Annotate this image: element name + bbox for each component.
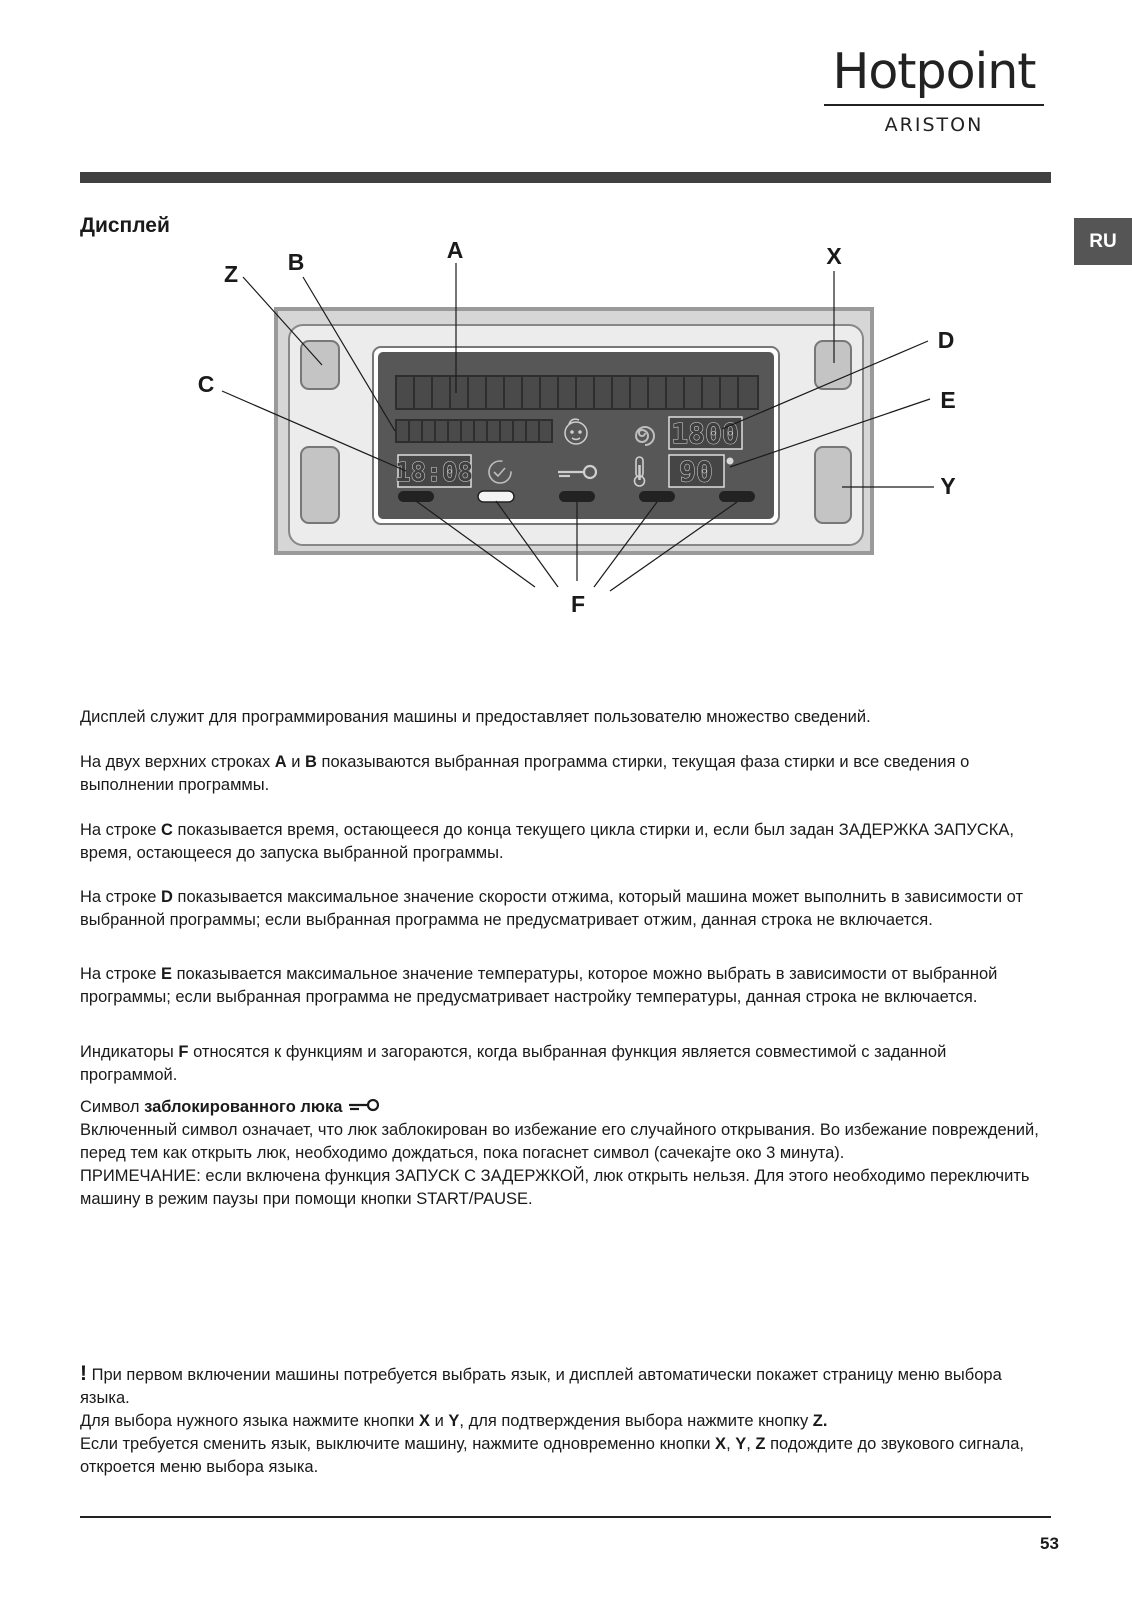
paragraph-ab: На двух верхних строках A и B показываются выбранная программа стирки, текущая фаза стирки и все сведения о выполнении программы. <box>80 753 970 794</box>
door-lock-key-icon <box>347 1099 379 1113</box>
header-rule <box>80 172 1051 183</box>
brand-subname: ARISTON <box>884 114 984 136</box>
button-y <box>815 447 851 523</box>
time-readout: 18:08 <box>394 458 474 488</box>
indicator-1 <box>398 491 434 502</box>
paragraph-c: На строке C показывается время, остающееся до конца текущего цикла стирки и, если был задан ЗАДЕРЖКА ЗАПУСКА, время, остающееся до запуска выбранной программы. <box>80 821 1014 862</box>
label-d: D <box>937 327 955 353</box>
language-note: ! При первом включении машины потребуется выбрать язык, и дисплей автоматически покажет страницу меню выбора языка. Для выбора нужного языка нажмите кнопки X и Y, для подтверждения выбора нажмите кнопку Z. Если требуется сменить язык, выключите машину, нажмите одновременно кнопки X, Y, Z подождите до звукового сигнала, откроется меню выбора языка. <box>80 1362 1025 1476</box>
door-lock-heading: Символ заблокированного люка <box>80 1096 1040 1119</box>
label-a: A <box>446 237 464 263</box>
indicator-3 <box>559 491 595 502</box>
label-e: E <box>940 387 956 413</box>
label-c: C <box>197 371 215 397</box>
warning-mark: ! <box>80 1362 87 1385</box>
display-diagram <box>180 235 1000 635</box>
indicator-2 <box>478 491 514 502</box>
label-f: F <box>570 591 586 617</box>
language-tab: RU <box>1074 218 1132 265</box>
paragraph-door-lock <box>80 1096 1040 1211</box>
label-z: Z <box>223 261 239 287</box>
page-number: 53 <box>1040 1534 1059 1553</box>
row-a-segments <box>396 376 758 409</box>
indicator-4 <box>639 491 675 502</box>
degree-dot <box>727 458 734 465</box>
paragraph-e: На строке E показывается максимальное значение температуры, которое можно выбрать в зависимости от выбранной программы; если выбранная программа не предусматривает настройку температуры, данная строка не включается. <box>80 965 998 1006</box>
section-title: Дисплей <box>80 214 170 237</box>
door-lock-text: Включенный символ означает, что люк заблокирован во избежание его случайного открывания. Во избежание повреждений, перед тем как открыть люк, необходимо дождаться, пока погаснет символ (сачекајте око 3 минута). <box>80 1121 1039 1162</box>
paragraph-f: Индикаторы F относятся к функциям и загораются, когда выбранная функция является совместимой с заданной программой. <box>80 1043 947 1084</box>
brand-name: Hotpoint <box>832 43 1036 100</box>
label-b: B <box>287 249 305 275</box>
temp-readout: 90 <box>679 455 713 488</box>
footer-rule <box>80 1516 1051 1518</box>
spin-readout: 1800 <box>671 417 739 450</box>
label-y: Y <box>940 473 956 499</box>
label-x: X <box>826 243 842 269</box>
paragraph-intro: Дисплей служит для программирования машины и предоставляет пользователю множество сведений. <box>80 708 871 726</box>
logo-divider <box>824 104 1044 106</box>
paragraph-d: На строке D показывается максимальное значение скорости отжима, который машина может выполнить в зависимости от выбранной программы; если выбранная программа не предусматривает отжим, данная строка не включается. <box>80 888 1024 929</box>
row-b-segments <box>396 420 552 442</box>
indicator-5 <box>719 491 755 502</box>
button-left-bottom <box>301 447 339 523</box>
brand-logo <box>824 44 1044 136</box>
door-lock-note: ПРИМЕЧАНИЕ: если включена функция ЗАПУСК С ЗАДЕРЖКОЙ, люк открыть нельзя. Для этого необходимо переключить машину в режим паузы при помощи кнопки START/PAUSE. <box>80 1167 1030 1208</box>
